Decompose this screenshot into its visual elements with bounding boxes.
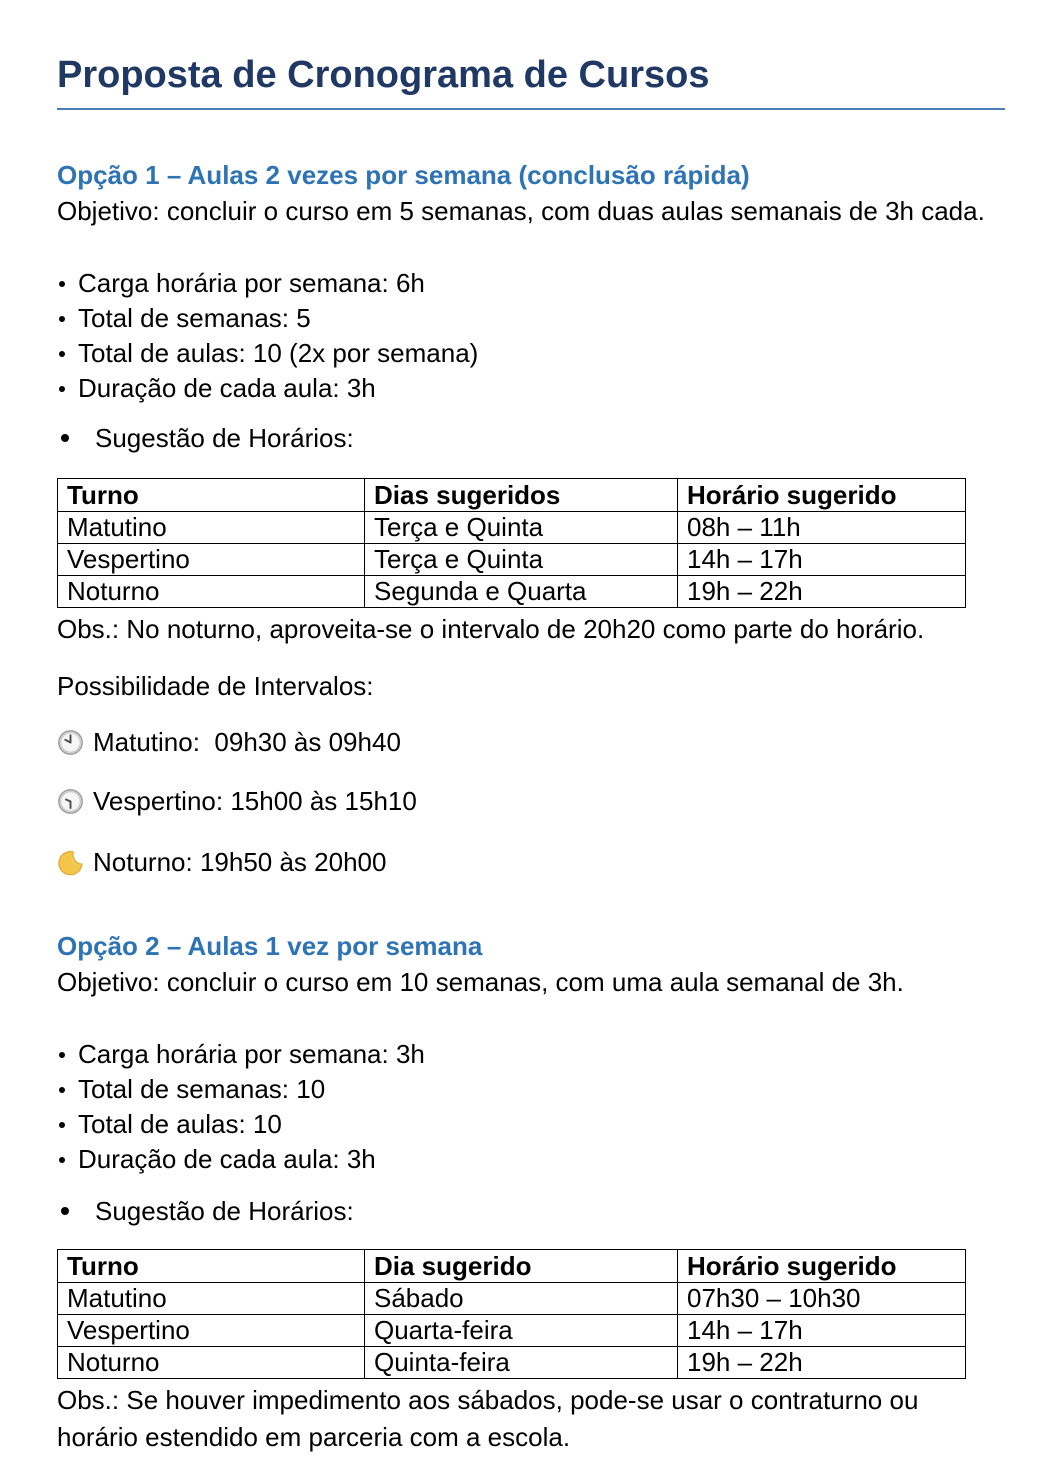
bullet-dot bbox=[61, 1207, 69, 1215]
list-item bbox=[57, 1037, 1005, 1072]
list-item bbox=[57, 1107, 1005, 1142]
bullet-dot bbox=[59, 386, 65, 392]
table-row bbox=[58, 1315, 966, 1347]
table-cell: 19h – 22h bbox=[678, 1347, 966, 1379]
interval-text: Vespertino: 15h00 às 15h10 bbox=[93, 785, 417, 816]
table-cell: 19h – 22h bbox=[678, 576, 966, 608]
schedule-label-text: Sugestão de Horários: bbox=[95, 1195, 354, 1226]
list-item bbox=[57, 301, 1005, 336]
option2-bullet-list bbox=[57, 1037, 1005, 1177]
list-item-text: Duração de cada aula: 3h bbox=[78, 1144, 376, 1174]
table-cell: Matutino bbox=[58, 512, 365, 544]
bullet-dot bbox=[61, 434, 69, 442]
table-cell: Noturno bbox=[58, 576, 365, 608]
page-title: Proposta de Cronograma de Cursos bbox=[57, 54, 710, 96]
list-item bbox=[57, 336, 1005, 371]
bullet-dot bbox=[59, 1052, 65, 1058]
interval-item-vespertino bbox=[57, 787, 1005, 815]
interval-item-matutino bbox=[57, 728, 1005, 756]
table-cell: Quinta-feira bbox=[365, 1347, 678, 1379]
bullet-dot bbox=[59, 316, 65, 322]
bullet-dot bbox=[59, 1157, 65, 1163]
table-cell: Terça e Quinta bbox=[365, 512, 678, 544]
interval-item-noturno bbox=[57, 848, 1005, 876]
table-header-row bbox=[58, 479, 966, 512]
table-cell: Terça e Quinta bbox=[365, 544, 678, 576]
column-header: Turno bbox=[58, 479, 365, 512]
table-cell: 14h – 17h bbox=[678, 544, 966, 576]
bullet-dot bbox=[59, 351, 65, 357]
table-row bbox=[58, 1283, 966, 1315]
table-cell: Vespertino bbox=[58, 544, 365, 576]
schedule-suggestion-label bbox=[57, 1197, 1005, 1225]
list-item bbox=[57, 371, 1005, 406]
option2-objective: Objetivo: concluir o curso em 10 semanas, com uma aula semanal de 3h. bbox=[57, 967, 904, 997]
column-header: Horário sugerido bbox=[678, 479, 966, 512]
column-header: Turno bbox=[58, 1250, 365, 1283]
table-cell: 14h – 17h bbox=[678, 1315, 966, 1347]
list-item bbox=[57, 1142, 1005, 1177]
table-cell: 08h – 11h bbox=[678, 512, 966, 544]
option2-note: Obs.: Se houver impedimento aos sábados, pode-se usar o contraturno ou horário estendido em parceria com a escola. bbox=[57, 1385, 919, 1452]
bullet-dot bbox=[59, 1122, 65, 1128]
bullet-dot bbox=[59, 281, 65, 287]
option2-heading: Opção 2 – Aulas 1 vez por semana bbox=[57, 931, 483, 961]
table-row bbox=[58, 576, 966, 608]
option1-note: Obs.: No noturno, aproveita-se o intervalo de 20h20 como parte do horário. bbox=[57, 614, 925, 644]
option1-bullet-list bbox=[57, 266, 1005, 406]
interval-text: Noturno: 19h50 às 20h00 bbox=[93, 846, 387, 877]
schedule-suggestion-label bbox=[57, 424, 1005, 452]
table-cell: Sábado bbox=[365, 1283, 678, 1315]
table-cell: Matutino bbox=[58, 1283, 365, 1315]
table-row bbox=[58, 544, 966, 576]
table-row bbox=[58, 1347, 966, 1379]
table-cell: Vespertino bbox=[58, 1315, 365, 1347]
clock-icon bbox=[57, 729, 84, 756]
list-item-text: Total de semanas: 10 bbox=[78, 1074, 326, 1104]
interval-text: Matutino: 09h30 às 09h40 bbox=[93, 726, 401, 757]
option2-schedule-table bbox=[57, 1249, 966, 1379]
clock-icon bbox=[57, 788, 84, 815]
table-cell: Noturno bbox=[58, 1347, 365, 1379]
table-cell: Segunda e Quarta bbox=[365, 576, 678, 608]
option1-schedule-table bbox=[57, 478, 966, 608]
list-item-text: Total de semanas: 5 bbox=[78, 303, 311, 333]
list-item-text: Carga horária por semana: 3h bbox=[78, 1039, 425, 1069]
moon-icon bbox=[57, 849, 84, 876]
option1-objective: Objetivo: concluir o curso em 5 semanas, com duas aulas semanais de 3h cada. bbox=[57, 196, 985, 226]
table-cell: Quarta-feira bbox=[365, 1315, 678, 1347]
list-item-text: Carga horária por semana: 6h bbox=[78, 268, 425, 298]
table-cell: 07h30 – 10h30 bbox=[678, 1283, 966, 1315]
list-item bbox=[57, 1072, 1005, 1107]
option1-heading: Opção 1 – Aulas 2 vezes por semana (conclusão rápida) bbox=[57, 160, 750, 190]
column-header: Dias sugeridos bbox=[365, 479, 678, 512]
column-header: Horário sugerido bbox=[678, 1250, 966, 1283]
table-row bbox=[58, 512, 966, 544]
column-header: Dia sugerido bbox=[365, 1250, 678, 1283]
list-item bbox=[57, 266, 1005, 301]
schedule-label-text: Sugestão de Horários: bbox=[95, 422, 354, 453]
list-item-text: Total de aulas: 10 (2x por semana) bbox=[78, 338, 479, 368]
table-header-row bbox=[58, 1250, 966, 1283]
list-item-text: Total de aulas: 10 bbox=[78, 1109, 282, 1139]
list-item-text: Duração de cada aula: 3h bbox=[78, 373, 376, 403]
intervals-heading: Possibilidade de Intervalos: bbox=[57, 671, 374, 701]
title-block bbox=[57, 55, 1005, 110]
bullet-dot bbox=[59, 1087, 65, 1093]
